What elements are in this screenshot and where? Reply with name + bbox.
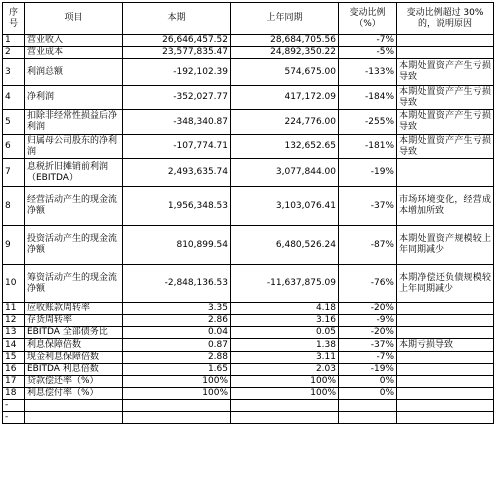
table-row	[3, 47, 494, 59]
row-current	[123, 400, 231, 412]
row-reason	[397, 35, 494, 47]
row-item: 经营活动产生的现金流净额	[25, 187, 123, 226]
row-change: -5%	[339, 47, 397, 59]
row-current	[123, 412, 231, 424]
row-item: 归属母公司股东的净利润	[25, 135, 123, 159]
row-number: 6	[3, 135, 25, 159]
row-current: 1,956,348.53	[123, 187, 231, 226]
header-change: 变动比例（%）	[339, 3, 397, 35]
table-row	[3, 412, 494, 424]
row-previous: 3.11	[231, 352, 339, 364]
table-row	[3, 35, 494, 47]
table-row	[3, 315, 494, 327]
table-row	[3, 159, 494, 187]
row-reason	[397, 159, 494, 187]
row-item: 息税折旧摊销前利润（EBITDA）	[25, 159, 123, 187]
row-reason	[397, 364, 494, 376]
row-previous	[231, 400, 339, 412]
row-reason	[397, 400, 494, 412]
row-item: 存货周转率	[25, 315, 123, 327]
row-number: 1	[3, 35, 25, 47]
row-number: 11	[3, 303, 25, 315]
row-previous: 417,172.09	[231, 86, 339, 110]
row-number: 18	[3, 388, 25, 400]
row-number: 2	[3, 47, 25, 59]
row-item: 营业收入	[25, 35, 123, 47]
row-previous: 574,675.00	[231, 59, 339, 86]
table-row	[3, 352, 494, 364]
row-current: 2.86	[123, 315, 231, 327]
row-previous: 6,480,526.24	[231, 226, 339, 265]
row-change: -7%	[339, 352, 397, 364]
row-change: -37%	[339, 339, 397, 352]
row-previous: 100%	[231, 376, 339, 388]
row-item: EBITDA 全部债务比	[25, 327, 123, 339]
table-row	[3, 59, 494, 86]
row-previous: 132,652.65	[231, 135, 339, 159]
row-reason: 本期处置资产规模较上年同期减少	[397, 226, 494, 265]
row-reason: 本期处置资产产生亏损导致	[397, 135, 494, 159]
table-row	[3, 265, 494, 303]
row-reason: 本期处置资产产生亏损导致	[397, 86, 494, 110]
row-number: 17	[3, 376, 25, 388]
row-current: 810,899.54	[123, 226, 231, 265]
row-current: -348,340.87	[123, 110, 231, 135]
row-reason: 本期处置资产产生亏损导致	[397, 59, 494, 86]
row-item: 扣除非经常性损益后净利润	[25, 110, 123, 135]
financial-indicators-table	[2, 2, 494, 424]
row-previous: 224,776.00	[231, 110, 339, 135]
header-seq: 序号	[3, 3, 25, 35]
row-item: 贷款偿还率（%）	[25, 376, 123, 388]
row-change: -19%	[339, 364, 397, 376]
row-current: 1.65	[123, 364, 231, 376]
row-previous: 28,684,705.56	[231, 35, 339, 47]
row-number: 15	[3, 352, 25, 364]
row-number: -	[3, 412, 25, 424]
table-row	[3, 86, 494, 110]
row-reason	[397, 327, 494, 339]
row-change: -20%	[339, 303, 397, 315]
row-item: 投资活动产生的现金流净额	[25, 226, 123, 265]
row-current: -352,027.77	[123, 86, 231, 110]
row-item	[25, 412, 123, 424]
row-reason	[397, 47, 494, 59]
header-current: 本期	[123, 3, 231, 35]
row-item	[25, 400, 123, 412]
row-previous: 1.38	[231, 339, 339, 352]
row-item: 现金利息保障倍数	[25, 352, 123, 364]
row-current: 2.88	[123, 352, 231, 364]
row-current: -192,102.39	[123, 59, 231, 86]
row-number: 3	[3, 59, 25, 86]
table-row	[3, 135, 494, 159]
row-reason	[397, 376, 494, 388]
row-change: -37%	[339, 187, 397, 226]
row-change: -87%	[339, 226, 397, 265]
row-change: -9%	[339, 315, 397, 327]
row-reason	[397, 412, 494, 424]
row-number: 5	[3, 110, 25, 135]
table-row	[3, 327, 494, 339]
table-body	[3, 3, 494, 424]
row-current: 100%	[123, 376, 231, 388]
row-previous: 24,892,350.22	[231, 47, 339, 59]
row-item: 筹资活动产生的现金流净额	[25, 265, 123, 303]
table-row	[3, 388, 494, 400]
row-current: 0.04	[123, 327, 231, 339]
row-number: 9	[3, 226, 25, 265]
row-item: 应收账款周转率	[25, 303, 123, 315]
row-number: 13	[3, 327, 25, 339]
row-current: -2,848,136.53	[123, 265, 231, 303]
row-number: -	[3, 400, 25, 412]
header-item: 项目	[25, 3, 123, 35]
row-current: -107,774.71	[123, 135, 231, 159]
row-current: 3.35	[123, 303, 231, 315]
row-change: -7%	[339, 35, 397, 47]
row-previous: 3,077,844.00	[231, 159, 339, 187]
row-number: 14	[3, 339, 25, 352]
row-reason	[397, 388, 494, 400]
row-previous: 100%	[231, 388, 339, 400]
row-previous: 4.18	[231, 303, 339, 315]
row-item: EBITDA 利息倍数	[25, 364, 123, 376]
row-item: 利息偿付率（%）	[25, 388, 123, 400]
row-reason: 本期亏损导致	[397, 339, 494, 352]
row-current: 0.87	[123, 339, 231, 352]
row-number: 10	[3, 265, 25, 303]
row-previous: 2.03	[231, 364, 339, 376]
row-change: -133%	[339, 59, 397, 86]
row-change: -19%	[339, 159, 397, 187]
table-row	[3, 339, 494, 352]
table-row	[3, 226, 494, 265]
row-item: 净利润	[25, 86, 123, 110]
table-row	[3, 187, 494, 226]
table-row	[3, 110, 494, 135]
row-previous: 3,103,076.41	[231, 187, 339, 226]
table-header-row	[3, 3, 494, 35]
row-item: 营业成本	[25, 47, 123, 59]
row-change: -255%	[339, 110, 397, 135]
row-item: 利润总额	[25, 59, 123, 86]
row-current: 100%	[123, 388, 231, 400]
row-change	[339, 400, 397, 412]
row-previous	[231, 412, 339, 424]
row-item: 利息保障倍数	[25, 339, 123, 352]
row-reason: 本期净偿还负债规模较上年同期减少	[397, 265, 494, 303]
row-current: 26,646,457.52	[123, 35, 231, 47]
row-change: -76%	[339, 265, 397, 303]
row-reason: 市场环境变化，经营成本增加所致	[397, 187, 494, 226]
row-change	[339, 412, 397, 424]
row-reason	[397, 303, 494, 315]
row-reason	[397, 352, 494, 364]
row-previous: 3.16	[231, 315, 339, 327]
row-number: 12	[3, 315, 25, 327]
row-number: 8	[3, 187, 25, 226]
row-reason	[397, 315, 494, 327]
row-number: 7	[3, 159, 25, 187]
table-row	[3, 364, 494, 376]
row-current: 23,577,835.47	[123, 47, 231, 59]
row-current: 2,493,635.74	[123, 159, 231, 187]
header-previous: 上年同期	[231, 3, 339, 35]
row-change: -20%	[339, 327, 397, 339]
table-row	[3, 376, 494, 388]
row-change: 0%	[339, 376, 397, 388]
row-change: -181%	[339, 135, 397, 159]
row-previous: -11,637,875.09	[231, 265, 339, 303]
table-row	[3, 303, 494, 315]
header-reason: 变动比例超过 30%的，说明原因	[397, 3, 494, 35]
row-change: 0%	[339, 388, 397, 400]
row-change: -184%	[339, 86, 397, 110]
table-row	[3, 400, 494, 412]
row-number: 4	[3, 86, 25, 110]
row-previous: 0.05	[231, 327, 339, 339]
row-reason: 本期处置资产产生亏损导致	[397, 110, 494, 135]
row-number: 16	[3, 364, 25, 376]
